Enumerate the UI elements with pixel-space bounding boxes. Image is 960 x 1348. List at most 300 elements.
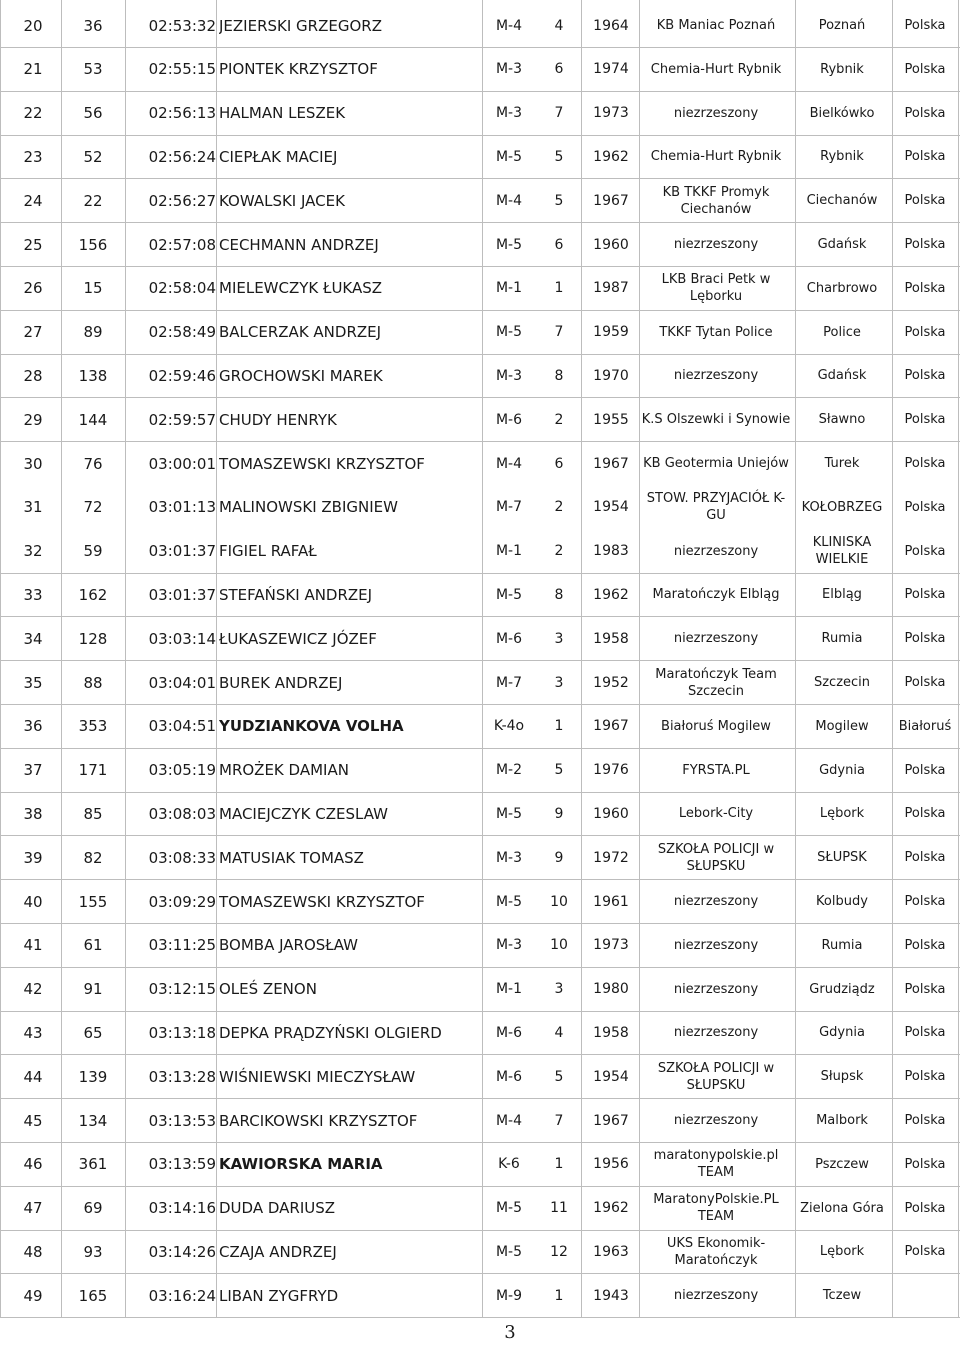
table-row [0,1055,960,1099]
category-cell: M-5 [495,1200,523,1217]
birth-year-cell: 1983 [593,543,629,560]
category-place-cell: 8 [554,586,564,603]
time-cell: 02:59:46 [148,366,216,385]
place-cell: 39 [23,848,43,867]
table-row [0,749,960,793]
runner-name-cell: MALINOWSKI ZBIGNIEW [219,498,398,517]
place-cell: 40 [23,892,43,911]
bib-number-cell: 93 [83,1242,103,1261]
birth-year-cell: 1967 [593,718,629,735]
runner-name-cell: TOMASZEWSKI KRZYSZTOF [219,454,425,473]
bib-number-cell: 156 [78,235,108,254]
country-cell: Polska [904,324,946,340]
time-cell: 02:56:27 [148,191,216,210]
club-cell: Maratończyk Team Szczecin [655,666,777,699]
category-cell: M-3 [495,367,523,384]
club-cell: Białoruś Mogilew [661,718,771,734]
runner-name-cell: STEFAŃSKI ANDRZEJ [219,585,373,604]
birth-year-cell: 1974 [593,61,629,78]
club-cell: MaratonyPolskie.PL TEAM [653,1192,779,1225]
place-cell: 42 [23,980,43,999]
country-cell: Polska [904,368,946,384]
category-place-cell: 9 [554,805,564,822]
category-cell: M-5 [495,236,523,253]
category-place-cell: 7 [554,1112,564,1129]
table-row [0,1099,960,1143]
birth-year-cell: 1943 [593,1287,629,1304]
club-cell: SZKOŁA POLICJI w SŁUPSKU [657,1060,775,1093]
birth-year-cell: 1967 [593,192,629,209]
city-cell: KLINISKA WIELKIE [812,535,872,568]
category-place-cell: 12 [550,1243,568,1260]
club-cell: Chemia-Hurt Rybnik [650,61,782,77]
time-cell: 03:01:37 [148,542,216,561]
category-cell: M-9 [495,1287,523,1304]
country-cell: Polska [904,105,946,121]
table-row [0,223,960,267]
table-row [0,924,960,968]
category-place-cell: 7 [554,324,564,341]
table-row [0,1187,960,1231]
bib-number-cell: 139 [78,1067,108,1086]
club-cell: TKKF Tytan Police [659,324,773,340]
category-cell: M-1 [495,543,523,560]
category-cell: M-2 [495,762,523,779]
bib-number-cell: 65 [83,1023,103,1042]
city-cell: Mogilew [815,718,869,734]
bib-number-cell: 36 [83,16,103,35]
city-cell: KOŁOBRZEG [801,499,883,515]
place-cell: 22 [23,104,43,123]
city-cell: Ciechanów [806,193,878,209]
city-cell: Słupsk [820,1069,864,1085]
place-cell: 35 [23,673,43,692]
birth-year-cell: 1962 [593,586,629,603]
table-row [0,705,960,749]
club-cell: niezrzeszony [673,937,759,953]
city-cell: Gdańsk [817,237,867,252]
place-cell: 45 [23,1111,43,1130]
country-cell: Polska [904,937,946,953]
country-cell: Polska [904,499,946,515]
category-cell: M-3 [495,61,523,78]
table-row [0,442,960,486]
city-cell: Lębork [819,1244,865,1260]
table-row [0,311,960,355]
table-row [0,398,960,442]
time-cell: 03:08:33 [148,848,216,867]
table-border [958,0,959,1318]
time-cell: 03:01:37 [148,585,216,604]
runner-name-cell: DEPKA PRĄDZYŃSKI OLGIERD [219,1023,442,1042]
runner-name-cell: BALCERZAK ANDRZEJ [219,323,382,342]
birth-year-cell: 1955 [593,411,629,428]
category-place-cell: 1 [554,718,564,735]
bib-number-cell: 82 [83,848,103,867]
birth-year-cell: 1952 [593,674,629,691]
place-cell: 20 [23,16,43,35]
club-cell: maratonypolskie.pl TEAM [653,1148,779,1181]
club-cell: STOW. PRZYJACIÓŁ K-GU [646,491,786,524]
club-cell: Chemia-Hurt Rybnik [650,149,782,165]
category-place-cell: 11 [550,1200,568,1217]
birth-year-cell: 1961 [593,893,629,910]
category-cell: M-3 [495,849,523,866]
place-cell: 37 [23,761,43,780]
time-cell: 03:14:26 [148,1242,216,1261]
table-row [0,661,960,705]
birth-year-cell: 1960 [593,236,629,253]
city-cell: Szczecin [813,675,871,690]
column-divider [125,0,126,1318]
birth-year-cell: 1962 [593,148,629,165]
bib-number-cell: 361 [78,1155,108,1174]
category-cell: M-5 [495,586,523,603]
category-cell: M-7 [495,499,523,516]
table-row [0,1143,960,1187]
place-cell: 31 [23,498,43,517]
category-cell: M-6 [495,1024,523,1041]
country-cell: Polska [904,543,946,559]
country-cell: Polska [904,1156,946,1172]
club-cell: niezrzeszony [673,1025,759,1041]
country-cell: Polska [904,456,946,471]
category-cell: K-6 [498,1156,520,1173]
city-cell: Poznań [818,18,866,33]
place-cell: 21 [23,60,43,79]
bib-number-cell: 15 [83,279,103,298]
bib-number-cell: 85 [83,804,103,823]
time-cell: 02:57:08 [148,235,216,254]
table-row [0,48,960,92]
time-cell: 03:12:15 [148,980,216,999]
place-cell: 32 [23,542,43,561]
country-cell: Polska [904,631,946,647]
club-cell: KB Geotermia Uniejów [643,456,789,471]
category-place-cell: 2 [554,411,564,428]
birth-year-cell: 1956 [593,1156,629,1173]
birth-year-cell: 1958 [593,630,629,647]
bib-number-cell: 89 [83,323,103,342]
city-cell: Rybnik [820,149,864,165]
category-cell: M-3 [495,105,523,122]
club-cell: niezrzeszony [673,631,759,647]
time-cell: 03:13:53 [148,1111,216,1130]
city-cell: Malbork [816,1113,868,1128]
category-place-cell: 5 [554,762,564,779]
club-cell: Lebork-City [678,806,754,822]
bib-number-cell: 155 [78,892,108,911]
table-border [0,0,1,1318]
table-row [0,135,960,179]
place-cell: 27 [23,323,43,342]
bib-number-cell: 353 [78,717,108,736]
club-cell: niezrzeszony [673,1113,759,1128]
country-cell: Polska [904,675,946,690]
runner-name-cell: BUREK ANDRZEJ [219,673,343,692]
city-cell: Rybnik [820,61,864,77]
time-cell: 03:04:51 [148,717,216,736]
table-row [0,792,960,836]
birth-year-cell: 1963 [593,1243,629,1260]
runner-name-cell: KAWIORSKA MARIA [219,1155,383,1174]
runner-name-cell: FIGIEL RAFAŁ [219,542,317,561]
time-cell: 03:13:59 [148,1155,216,1174]
club-cell: niezrzeszony [673,1288,759,1304]
column-divider [61,0,62,1318]
country-cell: Polska [904,850,946,866]
city-cell: Lębork [819,806,865,822]
category-place-cell: 6 [554,455,564,472]
table-row [0,880,960,924]
country-cell: Polska [904,412,946,428]
runner-name-cell: MIELEWCZYK ŁUKASZ [219,279,383,298]
table-row [0,267,960,311]
category-cell: M-6 [495,630,523,647]
city-cell: Grudziądz [809,981,875,997]
runner-name-cell: CZAJA ANDRZEJ [219,1242,337,1261]
city-cell: Gdynia [819,1025,865,1041]
column-divider [216,0,217,1318]
country-cell: Polska [904,280,946,296]
category-cell: K-4o [493,718,525,735]
bib-number-cell: 165 [78,1286,108,1305]
category-place-cell: 8 [554,367,564,384]
club-cell: niezrzeszony [673,368,759,384]
place-cell: 28 [23,366,43,385]
birth-year-cell: 1960 [593,805,629,822]
time-cell: 03:01:13 [148,498,216,517]
place-cell: 47 [23,1199,43,1218]
runner-name-cell: ŁUKASZEWICZ JÓZEF [219,629,377,648]
time-cell: 03:16:24 [148,1286,216,1305]
category-place-cell: 9 [554,849,564,866]
club-cell: Maratończyk Elbląg [652,587,780,603]
birth-year-cell: 1954 [593,499,629,516]
runner-name-cell: DUDA DARIUSZ [219,1199,336,1218]
time-cell: 03:11:25 [148,936,216,955]
runner-name-cell: TOMASZEWSKI KRZYSZTOF [219,892,425,911]
category-cell: M-1 [495,280,523,297]
city-cell: Gdańsk [817,368,867,384]
time-cell: 02:58:04 [148,279,216,298]
category-place-cell: 3 [554,630,564,647]
time-cell: 02:56:24 [148,147,216,166]
club-cell: SZKOŁA POLICJI w SŁUPSKU [657,841,775,874]
city-cell: Rumia [821,631,863,647]
category-cell: M-4 [495,1112,523,1129]
category-cell: M-3 [495,937,523,954]
place-cell: 46 [23,1155,43,1174]
table-row [0,1274,960,1318]
category-place-cell: 5 [554,192,564,209]
place-cell: 23 [23,147,43,166]
category-cell: M-5 [495,1243,523,1260]
category-place-cell: 2 [554,543,564,560]
city-cell: Gdynia [819,762,865,778]
runner-name-cell: CHUDY HENRYK [219,410,337,429]
category-place-cell: 1 [554,280,564,297]
place-cell: 26 [23,279,43,298]
place-cell: 24 [23,191,43,210]
club-cell: niezrzeszony [673,894,759,909]
runner-name-cell: BARCIKOWSKI KRZYSZTOF [219,1111,418,1130]
bib-number-cell: 72 [83,498,103,517]
place-cell: 49 [23,1286,43,1305]
country-cell: Polska [904,981,946,997]
time-cell: 03:05:19 [148,761,216,780]
country-cell: Polska [904,1113,946,1128]
table-row [0,4,960,48]
country-cell [892,1274,958,1317]
time-cell: 02:58:49 [148,323,216,342]
birth-year-cell: 1962 [593,1200,629,1217]
place-cell: 30 [23,454,43,473]
category-place-cell: 4 [554,17,564,34]
time-cell: 03:04:01 [148,673,216,692]
runner-name-cell: GROCHOWSKI MAREK [219,366,383,385]
category-place-cell: 10 [550,937,568,954]
table-row [0,486,960,530]
category-place-cell: 7 [554,105,564,122]
column-divider [639,0,640,1318]
column-divider [892,0,893,1318]
runner-name-cell: CIEPŁAK MACIEJ [219,147,338,166]
bib-number-cell: 69 [83,1199,103,1218]
runner-name-cell: CECHMANN ANDRZEJ [219,235,379,254]
club-cell: niezrzeszony [673,237,759,252]
category-cell: M-5 [495,893,523,910]
country-cell: Polska [904,61,946,77]
runner-name-cell: PIONTEK KRZYSZTOF [219,60,378,79]
club-cell: niezrzeszony [673,981,759,997]
time-cell: 02:53:32 [148,16,216,35]
runner-name-cell: OLEŚ ZENON [219,980,317,999]
birth-year-cell: 1987 [593,280,629,297]
birth-year-cell: 1967 [593,455,629,472]
time-cell: 03:13:18 [148,1023,216,1042]
city-cell: Kolbudy [816,894,868,909]
bib-number-cell: 88 [83,673,103,692]
time-cell: 02:59:57 [148,410,216,429]
category-place-cell: 2 [554,499,564,516]
runner-name-cell: YUDZIANKOVA VOLHA [219,717,404,736]
club-cell: LKB Braci Petk w Lęborku [661,272,771,305]
category-place-cell: 10 [550,893,568,910]
city-cell: Rumia [821,937,863,953]
column-divider [581,0,582,1318]
city-cell: Pszczew [815,1156,869,1172]
birth-year-cell: 1973 [593,105,629,122]
column-divider [482,0,483,1318]
category-cell: M-1 [495,981,523,998]
country-cell: Polska [904,587,946,603]
country-cell: Polska [904,1244,946,1260]
birth-year-cell: 1976 [593,762,629,779]
club-cell: UKS Ekonomik-Maratończyk [666,1235,766,1268]
table-row [0,354,960,398]
table-row [0,573,960,617]
place-cell: 44 [23,1067,43,1086]
bib-number-cell: 52 [83,147,103,166]
birth-year-cell: 1958 [593,1024,629,1041]
city-cell: SŁUPSK [817,850,867,866]
country-cell: Polska [904,894,946,909]
country-cell: Białoruś [898,718,952,734]
bib-number-cell: 76 [83,454,103,473]
place-cell: 38 [23,804,43,823]
time-cell: 03:13:28 [148,1067,216,1086]
page-number: 3 [504,1322,516,1343]
birth-year-cell: 1967 [593,1112,629,1129]
table-row [0,1230,960,1274]
city-cell: Turek [824,456,860,471]
city-cell: Zielona Góra [800,1200,884,1216]
runner-name-cell: MACIEJCZYK CZESLAW [219,804,388,823]
birth-year-cell: 1954 [593,1068,629,1085]
bib-number-cell: 59 [83,542,103,561]
city-cell: Tczew [822,1288,862,1304]
table-row [0,179,960,223]
birth-year-cell: 1970 [593,367,629,384]
club-cell: FYRSTA.PL [682,762,750,778]
bib-number-cell: 171 [78,761,108,780]
place-cell: 43 [23,1023,43,1042]
runner-name-cell: BOMBA JAROSŁAW [219,936,358,955]
birth-year-cell: 1973 [593,937,629,954]
city-cell: Bielkówko [809,105,875,121]
country-cell: Polska [904,1069,946,1085]
club-cell: KB Maniac Poznań [656,18,776,33]
club-cell: niezrzeszony [673,105,759,121]
runner-name-cell: JEZIERSKI GRZEGORZ [219,16,382,35]
table-row [0,968,960,1012]
birth-year-cell: 1964 [593,17,629,34]
table-row [0,530,960,574]
category-place-cell: 6 [554,236,564,253]
category-place-cell: 1 [554,1156,564,1173]
table-row [0,92,960,136]
bib-number-cell: 91 [83,980,103,999]
category-place-cell: 5 [554,1068,564,1085]
country-cell: Polska [904,193,946,209]
bib-number-cell: 134 [78,1111,108,1130]
time-cell: 03:03:14 [148,629,216,648]
bib-number-cell: 56 [83,104,103,123]
category-cell: M-6 [495,411,523,428]
place-cell: 29 [23,410,43,429]
category-cell: M-5 [495,324,523,341]
runner-name-cell: LIBAN ZYGFRYD [219,1286,339,1305]
city-cell: Police [823,324,861,340]
bib-number-cell: 128 [78,629,108,648]
bib-number-cell: 61 [83,936,103,955]
time-cell: 03:08:03 [148,804,216,823]
place-cell: 48 [23,1242,43,1261]
category-place-cell: 3 [554,674,564,691]
place-cell: 41 [23,936,43,955]
bib-number-cell: 22 [83,191,103,210]
category-cell: M-6 [495,1068,523,1085]
category-cell: M-5 [495,148,523,165]
time-cell: 03:14:16 [148,1199,216,1218]
country-cell: Polska [904,237,946,252]
category-cell: M-7 [495,674,523,691]
runner-name-cell: WIŚNIEWSKI MIECZYSŁAW [219,1067,416,1086]
birth-year-cell: 1980 [593,981,629,998]
category-cell: M-4 [495,17,523,34]
table-row [0,1011,960,1055]
